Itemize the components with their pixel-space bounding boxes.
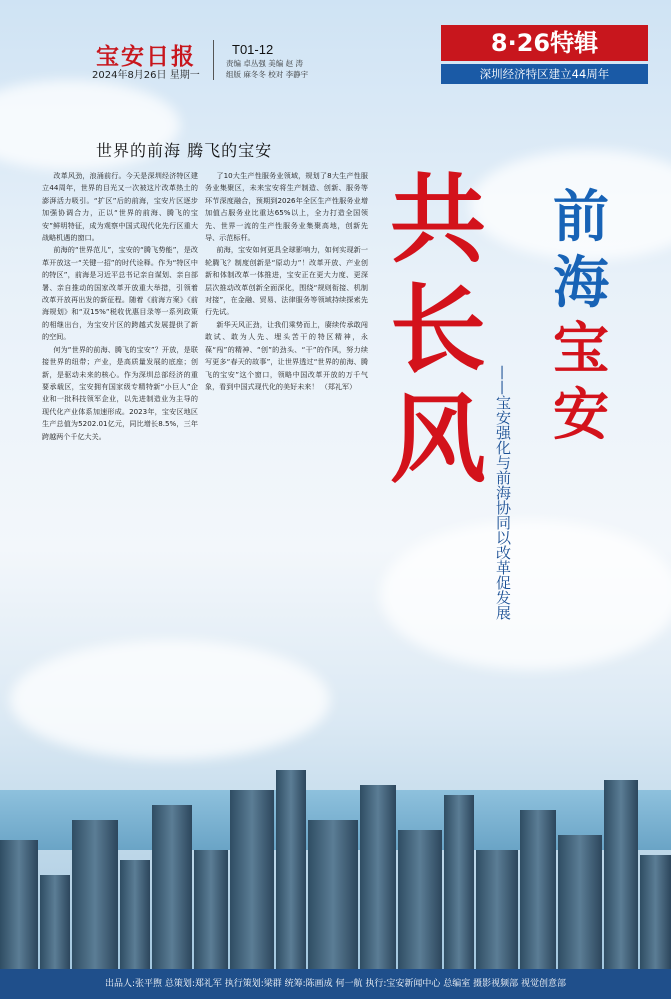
article-column-right: [205, 170, 368, 393]
article-paragraph: 前海的“世界范儿”，宝安的“腾飞势能”，是改革开放这一“关键一招”的时代诠释。作为“特区中的特区”，前海是习近平总书记亲自谋划、亲自部署、亲自推动的国家改革开放重大举措，引领着改革开放再出发的新征程。随着《前海方案》《前海规划》和“双15%”税收优惠目录等一系列政策的相继出台，为宝安片区的跨越式发展提供了新的空间。: [42, 245, 198, 342]
building: [276, 770, 306, 970]
feature-title-red: [383, 165, 493, 495]
building: [444, 795, 474, 970]
cloud: [380, 520, 671, 670]
building: [398, 830, 442, 970]
production-credits: 出品人:张平煦 总策划:郑礼军 执行策划:梁群 统筹:陈画成 何一航 执行:宝安新闻中心 总编室 摄影视频部 视觉创意部: [0, 969, 671, 999]
special-edition-subtitle: 深圳经济特区建立44周年: [441, 64, 648, 84]
feature-title-char: 风: [390, 383, 486, 496]
article-paragraph: 了10大生产性服务业领域，规划了8大生产性服务业集聚区，未来宝安将生产制造、创新、服务等环节深度融合，预期到2026年全区生产性服务业增加值占服务业比重达65%以上，全力打造全国领先、世界一流的生产性服务业集聚高地，创新先导、示范标杆。: [205, 171, 368, 243]
edition-number: T01-12: [232, 42, 274, 57]
article-paragraph: 改革风劲，浪涌前行。今天是深圳经济特区建立44周年，世界的目光又一次被这片改革热土的澎湃活力吸引。“扩区”后的前海，宝安片区逐步加强协调合力，正以“世界的前海、腾飞的宝安”鲜明特征，成为观察中国式现代化先行区重大战略机遇的窗口。: [42, 171, 198, 243]
feature-title-char: 宝: [553, 317, 609, 382]
feature-title-char: 海: [553, 251, 609, 316]
feature-title-char: 前: [553, 185, 609, 250]
building: [476, 850, 518, 970]
article-paragraph: 新华天风正劲，让我们乘势而上，赓续传承敢闯敢试、敢为人先、埋头苦干的特区精神，永葆“闯”的精神、“创”的劲头、“干”的作风，努力续写更多“春天的故事”，让世界透过“世界的前海、腾飞的宝安”这个窗口，领略中国改革开放的万千气象，看到中国式现代化的美好未来！ （郑礼军）: [205, 319, 368, 391]
issue-date: 2024年8月26日 星期一: [92, 70, 200, 81]
special-edition-tag: 8·26特辑: [441, 25, 648, 61]
credit-line: 责编 卓丛强 美编 赵 涛: [226, 59, 304, 68]
building: [0, 840, 38, 970]
building: [360, 785, 396, 970]
building: [604, 780, 638, 970]
building: [152, 805, 192, 970]
feature-subtitle: ——宝安强化与前海协同以改革促发展: [494, 365, 512, 620]
building: [640, 855, 671, 970]
building: [194, 850, 228, 970]
building: [120, 860, 150, 970]
building: [72, 820, 118, 970]
article-paragraph: 前海，宝安如何更具全球影响力，如何实现新一轮腾飞？制度创新是“原动力”！改革开放、产业创新和体制改革一体推进，宝安正在更大力度、更深层次推动改革创新全面深化，围绕“规则衔接、机制对接”，在金融、贸易、法律服务等领域持续探索先行先试。: [205, 245, 368, 317]
article-headline: 世界的前海 腾飞的宝安: [96, 141, 273, 160]
article-paragraph: 何为“世界的前海、腾飞的宝安”？开放，是联接世界的纽带；产业，是高质量发展的底座；创新，是驱动未来的核心。作为深圳总部经济的重要承载区，宝安拥有国家级专精特新“小巨人”企业和一批科技领军企业，以先进制造业为主导的现代化产业体系加速形成。2023年，宝安区地区生产总值为5202.01亿元，同比增长8.5%，三年跨越两个千亿大关。: [42, 344, 198, 441]
cloud: [10, 640, 330, 760]
building: [520, 810, 556, 970]
building: [40, 875, 70, 970]
building: [558, 835, 602, 970]
newspaper-logo: 宝安日报: [96, 43, 196, 70]
building: [308, 820, 358, 970]
masthead: [0, 0, 671, 92]
editor-credits: [226, 58, 308, 80]
credit-line: 组版 麻冬冬 校对 李静宇: [226, 70, 309, 79]
feature-title-char: 安: [553, 383, 609, 448]
feature-title-char: 共: [390, 163, 486, 276]
article-column-left: [42, 170, 198, 443]
building: [230, 790, 274, 970]
feature-title-char: 长: [390, 273, 486, 386]
masthead-divider: [213, 40, 214, 80]
feature-title-blue: [546, 185, 616, 449]
city-skyline: [0, 760, 671, 970]
